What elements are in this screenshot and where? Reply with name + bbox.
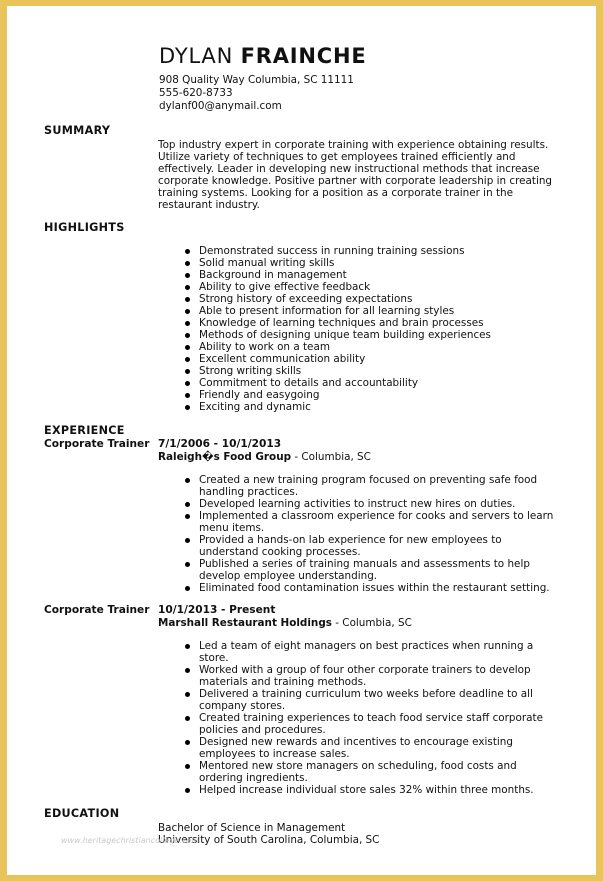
list-item: Provided a hands-on lab experience for new employees to understand cooking processes. [179, 534, 562, 558]
list-item: Led a team of eight managers on best practices when running a store. [179, 640, 562, 664]
list-item: Knowledge of learning techniques and brain processes [179, 317, 491, 329]
resume-page [7, 6, 596, 875]
degree: Bachelor of Science in Management [158, 822, 346, 834]
list-item: Implemented a classroom experience for cooks and servers to learn menu items. [179, 510, 562, 534]
highlights-list [179, 245, 491, 413]
job-dates: 7/1/2006 - 10/1/2013 [158, 438, 282, 450]
list-item: Designed new rewards and incentives to encourage existing employees to increase sales. [179, 736, 562, 760]
summary-heading: SUMMARY [44, 124, 111, 137]
list-item: Excellent communication ability [179, 353, 491, 365]
employer-name: Raleigh�s Food Group [158, 451, 292, 463]
education-heading: EDUCATION [44, 807, 120, 820]
list-item: Ability to give effective feedback [179, 281, 491, 293]
list-item: Created a new training program focused on preventing safe food handling practices. [179, 474, 562, 498]
list-item: Methods of designing unique team building experiences [179, 329, 491, 341]
list-item: Solid manual writing skills [179, 257, 491, 269]
list-item: Friendly and easygoing [179, 389, 491, 401]
last-name: FRAINCHE [240, 44, 367, 68]
list-item: Ability to work on a team [179, 341, 491, 353]
address: 908 Quality Way Columbia, SC 11111 [159, 74, 354, 86]
job-title: Corporate Trainer [44, 604, 150, 616]
experience-heading: EXPERIENCE [44, 424, 125, 437]
job-dates: 10/1/2013 - Present [158, 604, 276, 616]
list-item: Commitment to details and accountability [179, 377, 491, 389]
job-title: Corporate Trainer [44, 438, 150, 450]
list-item: Worked with a group of four other corporate trainers to develop materials and training methods. [179, 664, 562, 688]
list-item: Able to present information for all learning styles [179, 305, 491, 317]
employer-location: - Columbia, SC [331, 617, 412, 629]
list-item: Strong history of exceeding expectations [179, 293, 491, 305]
job-duties-list [179, 474, 562, 594]
first-name: DYLAN [159, 44, 234, 68]
job-employer [158, 617, 412, 629]
highlights-heading: HIGHLIGHTS [44, 221, 125, 234]
list-item: Mentored new store managers on scheduling, food costs and ordering ingredients. [179, 760, 562, 784]
list-item: Delivered a training curriculum two weeks before deadline to all company stores. [179, 688, 562, 712]
employer-name: Marshall Restaurant Holdings [158, 617, 332, 629]
employer-location: - Columbia, SC [291, 451, 371, 463]
watermark: www.heritagechristiancollege.com [61, 836, 199, 845]
job-employer [158, 451, 371, 463]
list-item: Published a series of training manuals and assessments to help develop employee understanding. [179, 558, 562, 582]
job-duties-list [179, 640, 562, 796]
list-item: Created training experiences to teach food service staff corporate policies and procedures. [179, 712, 562, 736]
email: dylanf00@anymail.com [159, 100, 282, 112]
contact-block [159, 74, 354, 113]
list-item: Exciting and dynamic [179, 401, 491, 413]
candidate-name [159, 44, 366, 68]
list-item: Demonstrated success in running training sessions [179, 245, 491, 257]
summary-text: Top industry expert in corporate training with experience obtaining results. Utilize variety of techniques to get employees trained efficiently and effectively. Leader in developing new instructional methods that increase corporate knowledge. Positive partner with corporate leadership in creating training systems. Looking for a position as a corporate trainer in the restaurant industry. [158, 139, 553, 211]
list-item: Developed learning activities to instruct new hires on duties. [179, 498, 562, 510]
list-item: Eliminated food contamination issues within the restaurant setting. [179, 582, 562, 594]
phone: 555-620-8733 [159, 87, 233, 99]
list-item: Strong writing skills [179, 365, 491, 377]
list-item: Background in management [179, 269, 491, 281]
school: University of South Carolina, Columbia, SC [158, 834, 380, 846]
list-item: Helped increase individual store sales 32% within three months. [179, 784, 562, 796]
